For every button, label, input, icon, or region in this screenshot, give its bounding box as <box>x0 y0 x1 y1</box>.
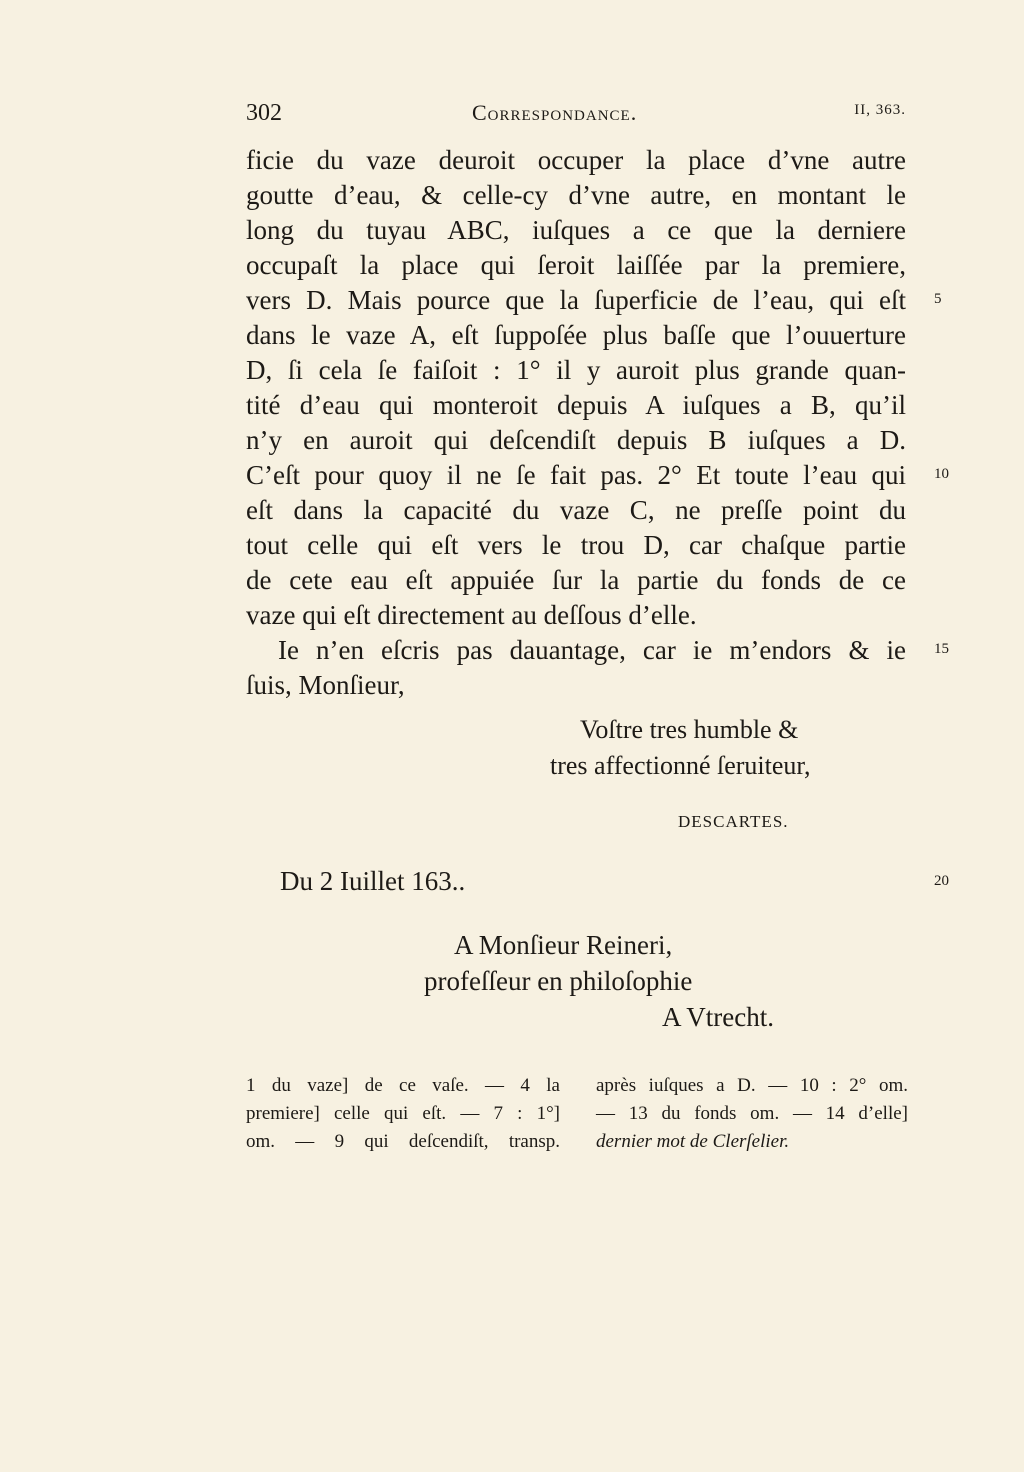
text-line: ſuis, Monſieur, <box>246 670 405 700</box>
footnote-line: 1 du vaze] de ce vaſe. — 4 la <box>246 1075 560 1096</box>
text-line: de cete eau eſt appuiée ſur la partie du fonds de ce <box>246 565 906 595</box>
letter-body <box>246 143 906 703</box>
text-line: occupaſt la place qui ſeroit laiſſée par la premiere, <box>246 250 906 280</box>
line-number: 5 <box>934 291 942 307</box>
signature: DESCARTES. <box>678 812 789 831</box>
footnotes-right <box>596 1072 908 1156</box>
text-line: Ie n’en eſcris pas dauantage, car ie m’endors & ie <box>278 635 906 665</box>
text-line: long du tuyau ABC, iuſques a ce que la derniere <box>246 215 906 245</box>
footnote-line: om. — 9 qui deſcendiſt, transp. <box>246 1131 560 1152</box>
footnote-line: — 13 du fonds om. — 14 d’elle] <box>596 1103 908 1124</box>
footnote-line: premiere] celle qui eſt. — 7 : 1°] <box>246 1103 560 1124</box>
text-line: goutte d’eau, & celle-cy d’vne autre, en montant le <box>246 180 906 210</box>
text-line: tité d’eau qui monteroit depuis A iuſques a B, qu’il <box>246 390 906 420</box>
text-line: D, ſi cela ſe faiſoit : 1° il y auroit plus grande quan- <box>246 355 906 385</box>
text-line: tout celle qui eſt vers le trou D, car chaſque partie <box>246 530 906 560</box>
address-line-2: profeſſeur en philoſophie <box>424 966 693 996</box>
text-line: n’y en auroit qui deſcendiſt depuis B iuſques a D. <box>246 425 906 455</box>
text-line: ficie du vaze deuroit occuper la place d’vne autre <box>246 145 906 175</box>
address-line-3: A Vtrecht. <box>662 1002 774 1032</box>
address-line-1: A Monſieur Reineri, <box>454 930 673 960</box>
line-number: 20 <box>934 873 949 889</box>
line-number: 10 <box>934 466 949 482</box>
running-header <box>246 100 906 130</box>
edition-reference: II, 363. <box>854 102 906 118</box>
text-line: vaze qui eſt directement au deſſous d’elle. <box>246 600 697 630</box>
footnotes-left <box>246 1072 560 1156</box>
closing-line-1: Voſtre tres humble & <box>580 715 799 744</box>
line-number: 15 <box>934 641 949 657</box>
running-title: Correspondance. <box>472 100 638 125</box>
text-line: dans le vaze A, eſt ſuppoſée plus baſſe que l’ouuerture <box>246 320 906 350</box>
page-number: 302 <box>246 100 282 126</box>
text-line: vers D. Mais pource que la ſuperficie de l’eau, qui eſt <box>246 285 906 315</box>
footnote-line: dernier mot de Clerſelier. <box>596 1131 790 1152</box>
text-line: eſt dans la capacité du vaze C, ne preſſe point du <box>246 495 906 525</box>
dateline: Du 2 Iuillet 163.. <box>280 866 466 896</box>
text-line: C’eſt pour quoy il ne ſe fait pas. 2° Et toute l’eau qui <box>246 460 906 490</box>
footnote-line: après iuſques a D. — 10 : 2° om. <box>596 1075 908 1096</box>
closing-line-2: tres affectionné ſeruiteur, <box>550 751 811 780</box>
